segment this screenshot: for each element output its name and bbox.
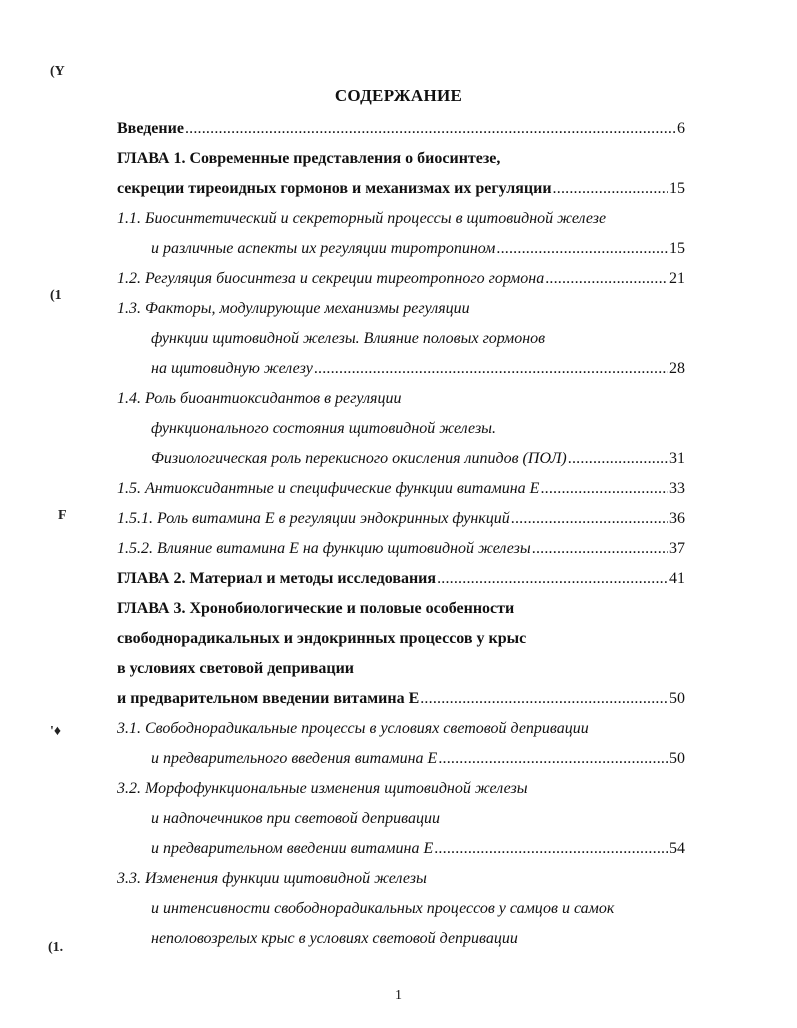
margin-mark: (Y <box>50 64 65 79</box>
toc-entry: функционального состояния щитовидной железы. <box>151 420 497 437</box>
toc-entry: секреции тиреоидных гормонов и механизмах их регуляции ..... 15 <box>117 174 685 198</box>
toc-entry: и надпочечников при световой депривации <box>151 810 440 827</box>
toc-entry: свободнорадикальных и эндокринных процессов у крыс <box>117 630 527 647</box>
toc-entry: и интенсивности свободнорадикальных процессов у самцов и самок <box>151 900 615 917</box>
toc-entry: 1.4. Роль биоантиоксидантов в регуляции <box>117 390 402 407</box>
toc-entry: на щитовидную железу ..... 28 <box>151 354 685 378</box>
margin-mark: (1. <box>48 940 64 955</box>
toc-entry: Физиологическая роль перекисного окисления липидов (ПОЛ) ..... 31 <box>151 444 685 468</box>
toc-entry: ГЛАВА 2. Материал и методы исследования ..... 41 <box>117 564 685 588</box>
toc-entry: 1.5.2. Влияние витамина Е на функцию щитовидной железы ..... 37 <box>117 534 685 558</box>
page-number: 1 <box>395 988 402 1003</box>
toc-entry: 1.5. Антиоксидантные и специфические функции витамина Е ..... 33 <box>117 474 685 498</box>
toc-entry: функции щитовидной железы. Влияние половых гормонов <box>151 330 546 347</box>
toc-entry: и предварительном введении витамина Е ..... 54 <box>151 834 685 858</box>
toc-entry: 3.2. Морфофункциональные изменения щитовидной железы <box>117 780 528 797</box>
toc-entry: ГЛАВА 1. Современные представления о биосинтезе, <box>117 150 501 167</box>
toc-entry: неполовозрелых крыс в условиях световой депривации <box>151 930 518 947</box>
toc-entry: и различные аспекты их регуляции тиротропином ..... 15 <box>151 234 685 258</box>
toc-entry: в условиях световой депривации <box>117 660 355 677</box>
page-title: СОДЕРЖАНИЕ <box>334 86 463 105</box>
toc-entry: 1.1. Биосинтетический и секреторный процессы в щитовидной железе <box>117 210 607 227</box>
margin-mark: '♦ <box>50 724 62 739</box>
toc-entry: 3.1. Свободнорадикальные процессы в условиях световой депривации <box>117 720 589 737</box>
toc-entry: 1.2. Регуляция биосинтеза и секреции тиреотропного гормона ..... 21 <box>117 264 685 288</box>
toc-entry: 3.3. Изменения функции щитовидной железы <box>117 870 427 887</box>
toc-entry: и предварительного введения витамина Е ..... 50 <box>151 744 685 768</box>
margin-mark: F <box>58 508 67 523</box>
margin-mark: (1 <box>50 288 62 303</box>
toc-entry: 1.3. Факторы, модулирующие механизмы регуляции <box>117 300 470 317</box>
toc-entry: 1.5.1. Роль витамина Е в регуляции эндокринных функций ..... 36 <box>117 504 685 528</box>
toc-entry: Введение ..... 6 <box>117 114 685 138</box>
toc-entry: ГЛАВА 3. Хронобиологические и половые особенности <box>117 600 515 617</box>
toc-entry: и предварительном введении витамина Е ..... 50 <box>117 684 685 708</box>
